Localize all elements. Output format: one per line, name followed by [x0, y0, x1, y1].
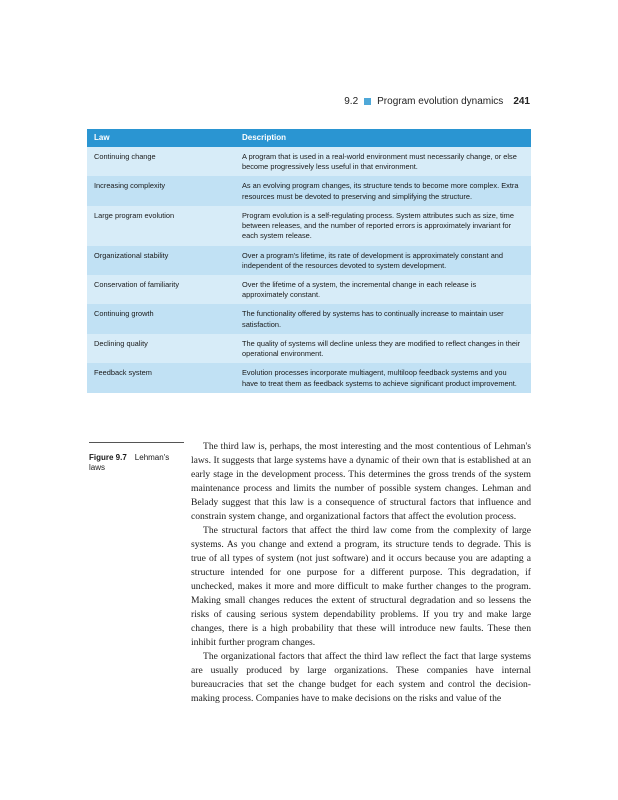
section-title: Program evolution dynamics — [377, 96, 504, 107]
law-name: Organizational stability — [87, 246, 235, 275]
lehmans-laws-table — [87, 129, 531, 393]
running-header — [344, 96, 530, 107]
table-row — [87, 304, 531, 333]
law-description: Program evolution is a self-regulating process. System attributes such as size, time between releases, and the number of reported errors is approximately invariant for each system release. — [235, 206, 531, 246]
table-row — [87, 176, 531, 205]
body-text — [191, 440, 531, 706]
figure-label: Figure 9.7 — [89, 453, 127, 462]
law-name: Continuing growth — [87, 304, 235, 333]
table-header-row — [87, 129, 531, 147]
law-name: Continuing change — [87, 147, 235, 176]
section-number: 9.2 — [344, 96, 359, 107]
table-row — [87, 246, 531, 275]
page-number: 241 — [513, 96, 530, 107]
table-row — [87, 147, 531, 176]
table-row — [87, 363, 531, 392]
law-description: The functionality offered by systems has to continually increase to maintain user satisfaction. — [235, 304, 531, 333]
law-description: A program that is used in a real-world environment must necessarily change, or else become progressively less useful in that environment. — [235, 147, 531, 176]
figure-caption — [89, 442, 184, 474]
table-row — [87, 206, 531, 246]
figure-caption-text: Lehman's laws — [89, 453, 170, 473]
law-name: Feedback system — [87, 363, 235, 392]
law-description: Over a program's lifetime, its rate of development is approximately constant and independent of the resources devoted to system development. — [235, 246, 531, 275]
section-marker-icon — [364, 98, 371, 105]
paragraph: The third law is, perhaps, the most interesting and the most contentious of Lehman's laws. It suggests that large systems have a dynamic of their own that is established at an early stage in the development process. This determines the gross trends of the system maintenance process and limits the number of possible system changes. Lehman and Belady suggest that this law is a consequence of structural factors that influence and constrain system change, and organizational factors that affect the evolution process. — [191, 441, 531, 522]
table-row — [87, 275, 531, 304]
law-name: Increasing complexity — [87, 176, 235, 205]
law-name: Declining quality — [87, 334, 235, 363]
law-description: As an evolving program changes, its structure tends to become more complex. Extra resources must be devoted to preserving and simplifying the structure. — [235, 176, 531, 205]
paragraph: The organizational factors that affect the third law reflect the fact that large systems are usually produced by large organizations. These companies have internal bureaucracies that set the change budget for each system and control the decision-making process. Companies have to make decisions on the risks and value of the — [191, 651, 531, 704]
law-name: Conservation of familiarity — [87, 275, 235, 304]
column-header-law: Law — [87, 129, 235, 147]
law-description: The quality of systems will decline unless they are modified to reflect changes in their operational environment. — [235, 334, 531, 363]
law-name: Large program evolution — [87, 206, 235, 246]
table-row — [87, 334, 531, 363]
column-header-description: Description — [235, 129, 531, 147]
law-description: Over the lifetime of a system, the incremental change in each release is approximately constant. — [235, 275, 531, 304]
paragraph: The structural factors that affect the third law come from the complexity of large systems. As you change and extend a program, its structure tends to degrade. This is true of all types of system (not just software) and it occurs because you are adapting a structure intended for one purpose for a different purpose. This degradation, if unchecked, makes it more and more difficult to make further changes to the program. Making small changes reduces the extent of structural degradation and so lessens the risks of causing serious system dependability problems. If you try and make large changes, there is a high probability that these will introduce new faults. These then inhibit further program changes. — [191, 525, 531, 648]
law-description: Evolution processes incorporate multiagent, multiloop feedback systems and you have to treat them as feedback systems to achieve significant product improvement. — [235, 363, 531, 392]
